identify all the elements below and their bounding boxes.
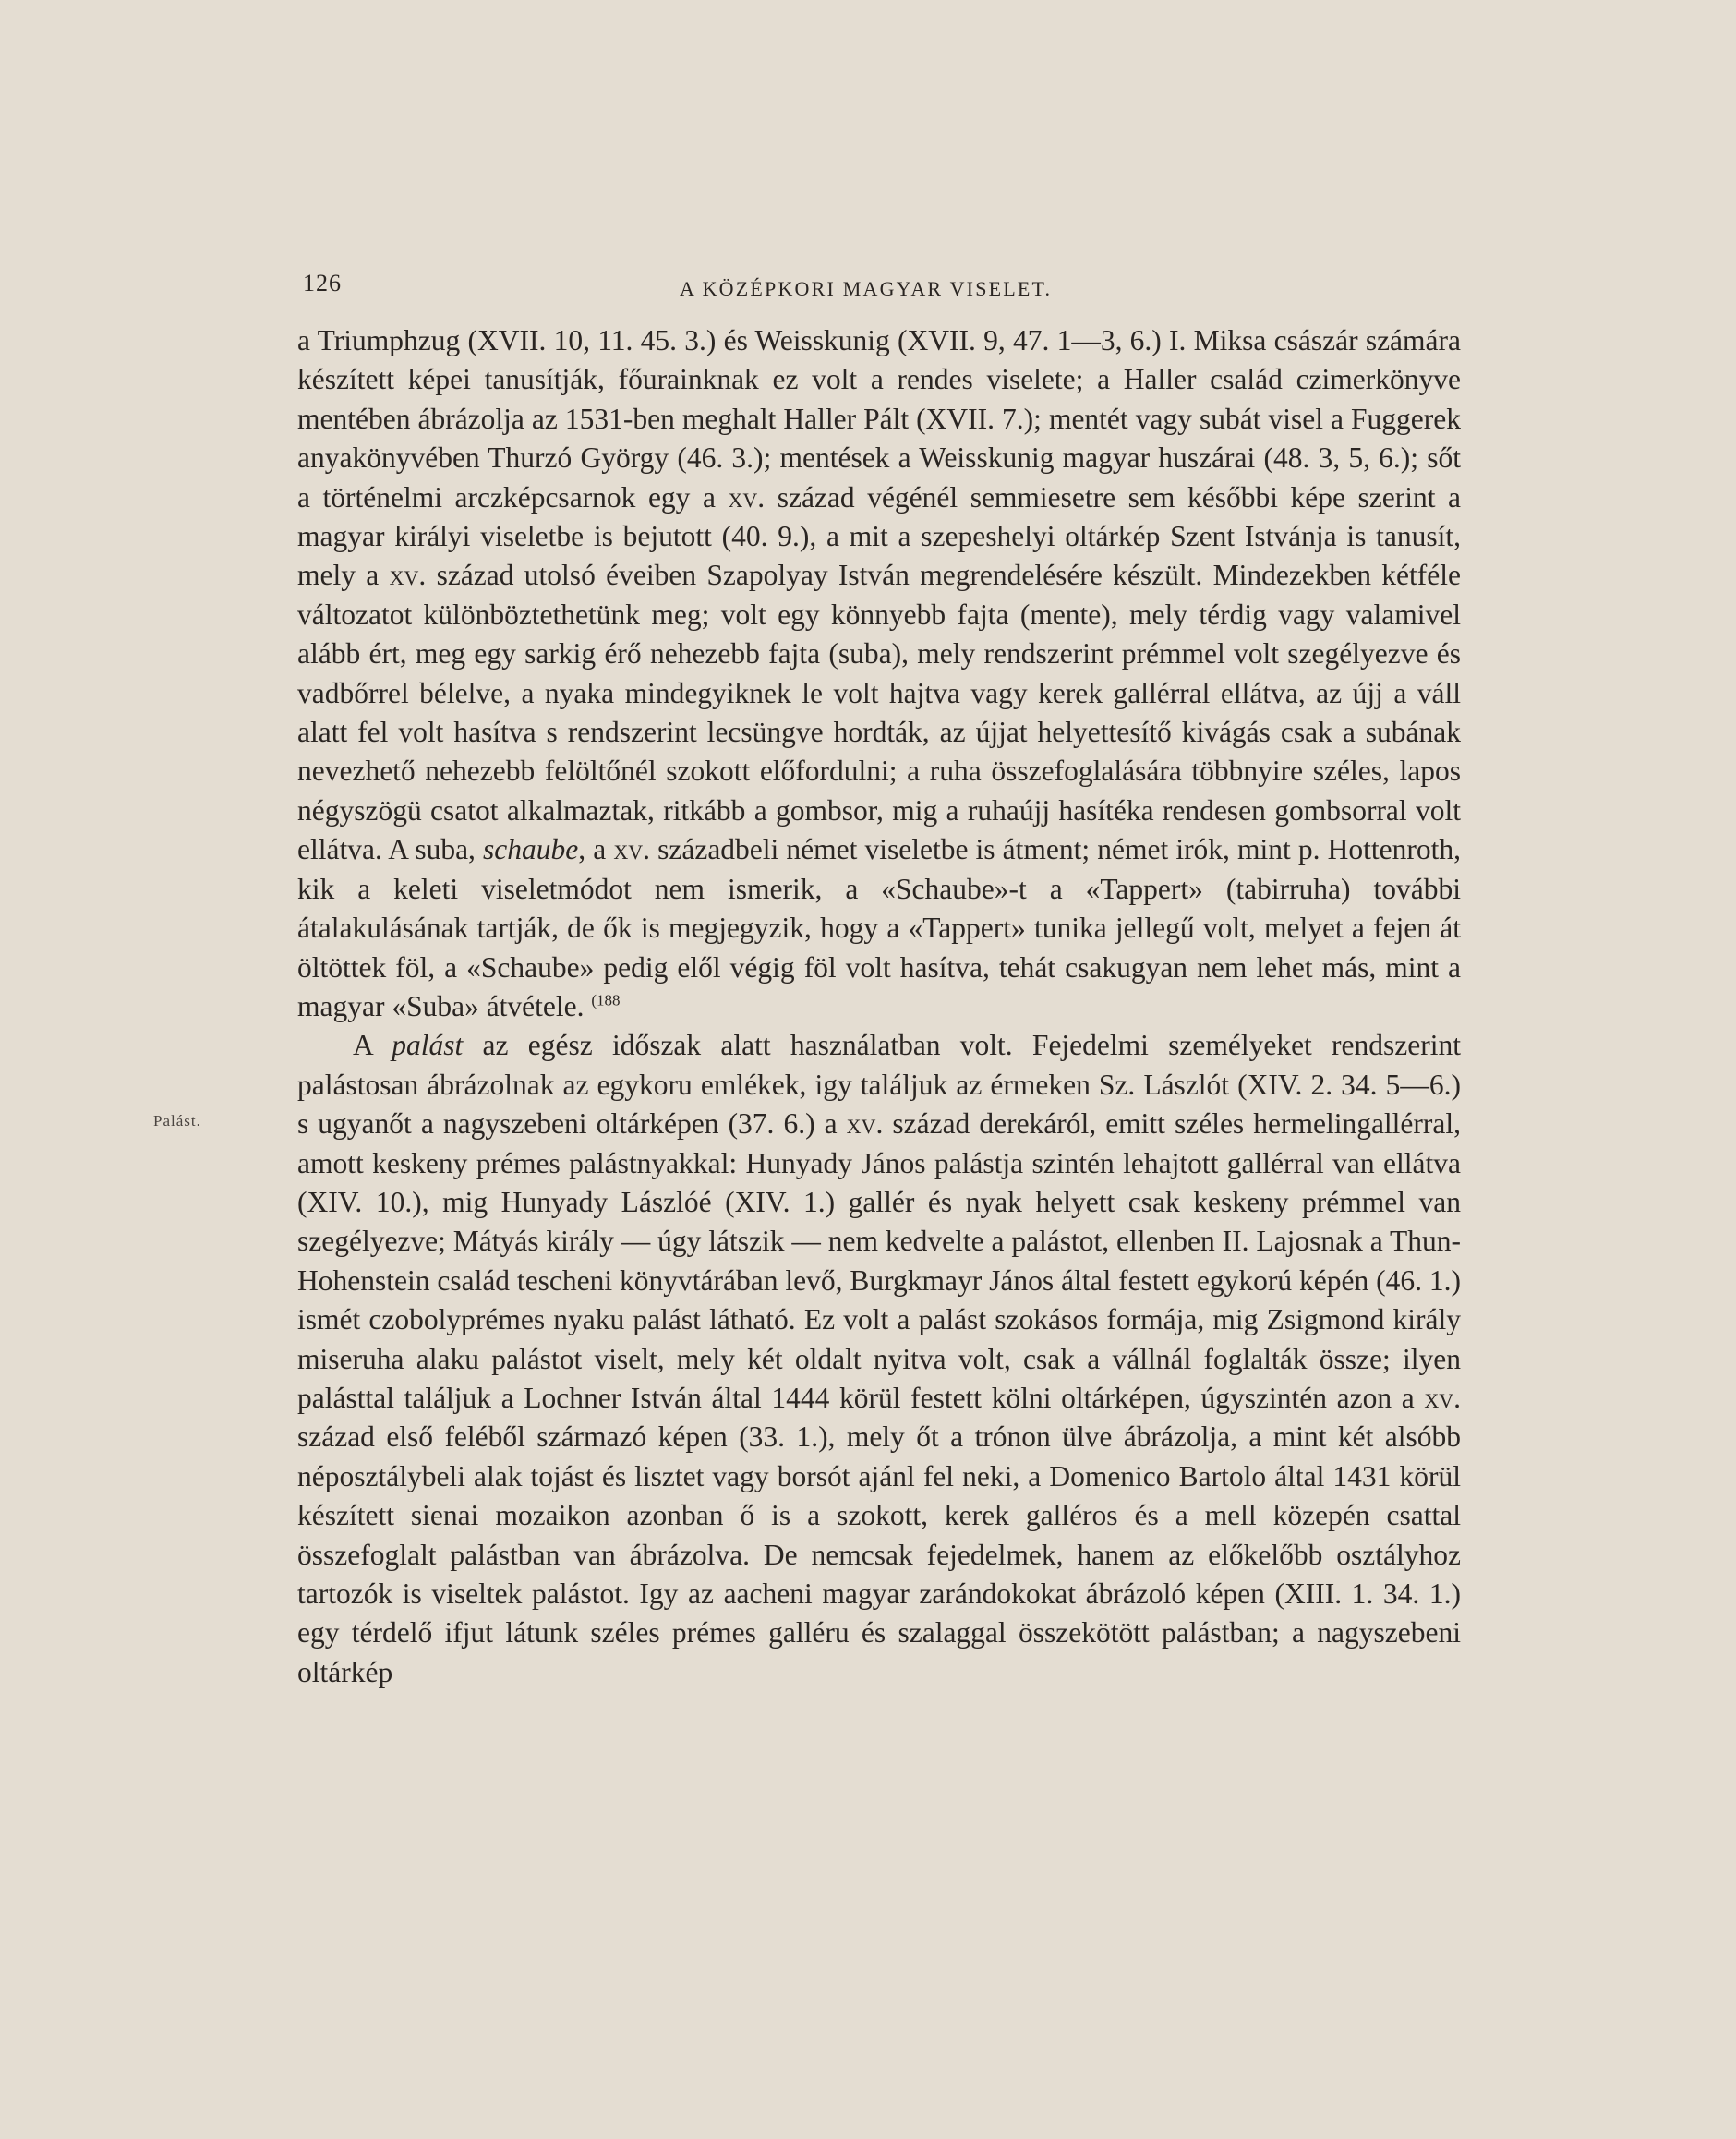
paragraph-2-text: az egész időszak alatt használatban volt. Fejedelmi személyeket rendszerint palástosan ábrázolnak az egykoru emlékek, igy találjuk az érmeken Sz. Lászlót (XIV. 2. 34. 5—6.) s ugyanőt a nagyszebeni oltárképen (37. 6.) a: [297, 1029, 1461, 1141]
italic-term-palast: palást: [392, 1029, 464, 1062]
margin-note: Palást.: [153, 1112, 201, 1130]
paragraph-2-text: század derekáról, emitt széles hermelingallérral, amott keskeny prémes palástnyakkal: Hunyady János palástja szintén lehajtott gallérral van ellátva (XIV. 10.), mig Hunyady Lászlóé (XIV. 1.) gallér és nyak helyett csak keskeny prémmel van szegélyezve; Mátyás király — úgy látszik — nem kedvelte a palástot, ellenben II. Lajosnak a Thun-Hohenstein család tescheni könyvtárában levő, Burgkmayr János által festett egykorú képén (46. 1.) ismét czobolyprémes nyaku palást látható. Ez volt a palást szokásos formája, mig Zsigmond király miseruha alaku palástot viselt, mely két oldalt nyitva volt, csak a vállnál foglalták össze; ilyen palásttal találjuk a Lochner István által 1444 körül festett kölni oltárképen, úgyszintén azon a: [297, 1107, 1461, 1414]
paragraph-1-text: század végénél semmiesetre sem későbbi képe szerint a magyar királyi viseletbe is bejutott (40. 9.), a mit a szepeshelyi oltárkép Szent Istvánja is tanusít, mely a: [297, 480, 1461, 592]
paragraph-2-text: század első feléből származó képen (33. 1.), mely őt a trónon ülve ábrázolja, a mint két alsóbb néposztálybeli alak tojást és lisztet vagy borsót ajánl fel neki, a Domenico Bartolo által 1431 körül készített sienai mozaikon azonban ő is a szokott, kerek galléros és a mell közepén csattal összefoglalt palástban van ábrázolva. De nemcsak fejedelmek, hanem az előkelőbb osztályhoz tartozók is viseltek palástot. Igy az aacheni magyar zarándokokat ábrázoló képen (XIII. 1. 34. 1.) egy térdelő ifjut látunk széles prémes galléru és szalaggal összekötött palástban; a nagyszebeni oltárkép: [297, 1420, 1461, 1688]
paragraph-1-text: századbeli német viseletbe is átment; német irók, mint p. Hottenroth, kik a keleti viseletmódot nem ismerik, a «Schaube»-t a «Tappert» (tabirruha) további átalakulásának tartják, de ők is megjegyzik, hogy a «Tappert» tunika jellegű volt, melyet a fejen át öltöttek föl, a «Schaube» pedig elől végig föl volt hasítva, tehát csakugyan nem lehet más, mint a magyar «Suba» átvétele.: [297, 833, 1461, 1022]
century-numeral: xv.: [846, 1107, 884, 1141]
century-numeral: xv.: [1424, 1381, 1461, 1414]
century-numeral: xv.: [389, 559, 427, 592]
footnote-reference: (188: [591, 991, 621, 1009]
paragraph-1-text: század utolsó éveiben Szapolyay István megrendelésére készült. Mindezekben kétféle változatot különböztethetünk meg; volt egy könnyebb fajta (mente), mely térdig vagy valamivel alább ért, meg egy sarkig érő nehezebb fajta (suba), mely rendszerint prémmel volt szegélyezve és vadbőrrel bélelve, a nyaka mindegyiknek le volt hajtva vagy kerek gallérral ellátva, az újj a váll alatt fel volt hasítva s rendszerint lecsüngve hordták, az újjat helyettesítő kivágás csak a subának nevezhető nehezebb felöltőnél szokott előfordulni; a ruha összefoglalására többnyire széles, lapos négyszögü csatot alkalmaztak, ritkább a gombsor, mig a ruhaújj hasítéka rendesen gombsorral volt ellátva. A suba,: [297, 559, 1461, 866]
paragraph-2: [297, 1026, 1461, 1692]
paragraph-1-text: , a: [578, 833, 614, 866]
running-head: A KÖZÉPKORI MAGYAR VISELET.: [680, 277, 1053, 300]
page-number: 126: [303, 270, 342, 296]
text-block: [297, 321, 1461, 1692]
italic-term-schaube: schaube: [483, 833, 579, 866]
century-numeral: xv.: [728, 480, 766, 514]
paragraph-2-text: A: [353, 1029, 392, 1062]
century-numeral: xv.: [613, 833, 651, 866]
paragraph-1-text: a Triumphzug (XVII. 10, 11. 45. 3.) és Weisskunig (XVII. 9, 47. 1—3, 6.) I. Miksa császár számára készített képei tanusítják, főurainknak ez volt a rendes viselete; a Haller család czimerkönyve mentében ábrázolja az 1531-ben meghalt Haller Pált (XVII. 7.); mentét vagy subát visel a Fuggerek anyakönyvében Thurzó György (46. 3.); mentések a Weisskunig magyar huszárai (48. 3, 5, 6.); sőt a történelmi arczképcsarnok egy a: [297, 324, 1461, 514]
paragraph-1: [297, 321, 1461, 1026]
